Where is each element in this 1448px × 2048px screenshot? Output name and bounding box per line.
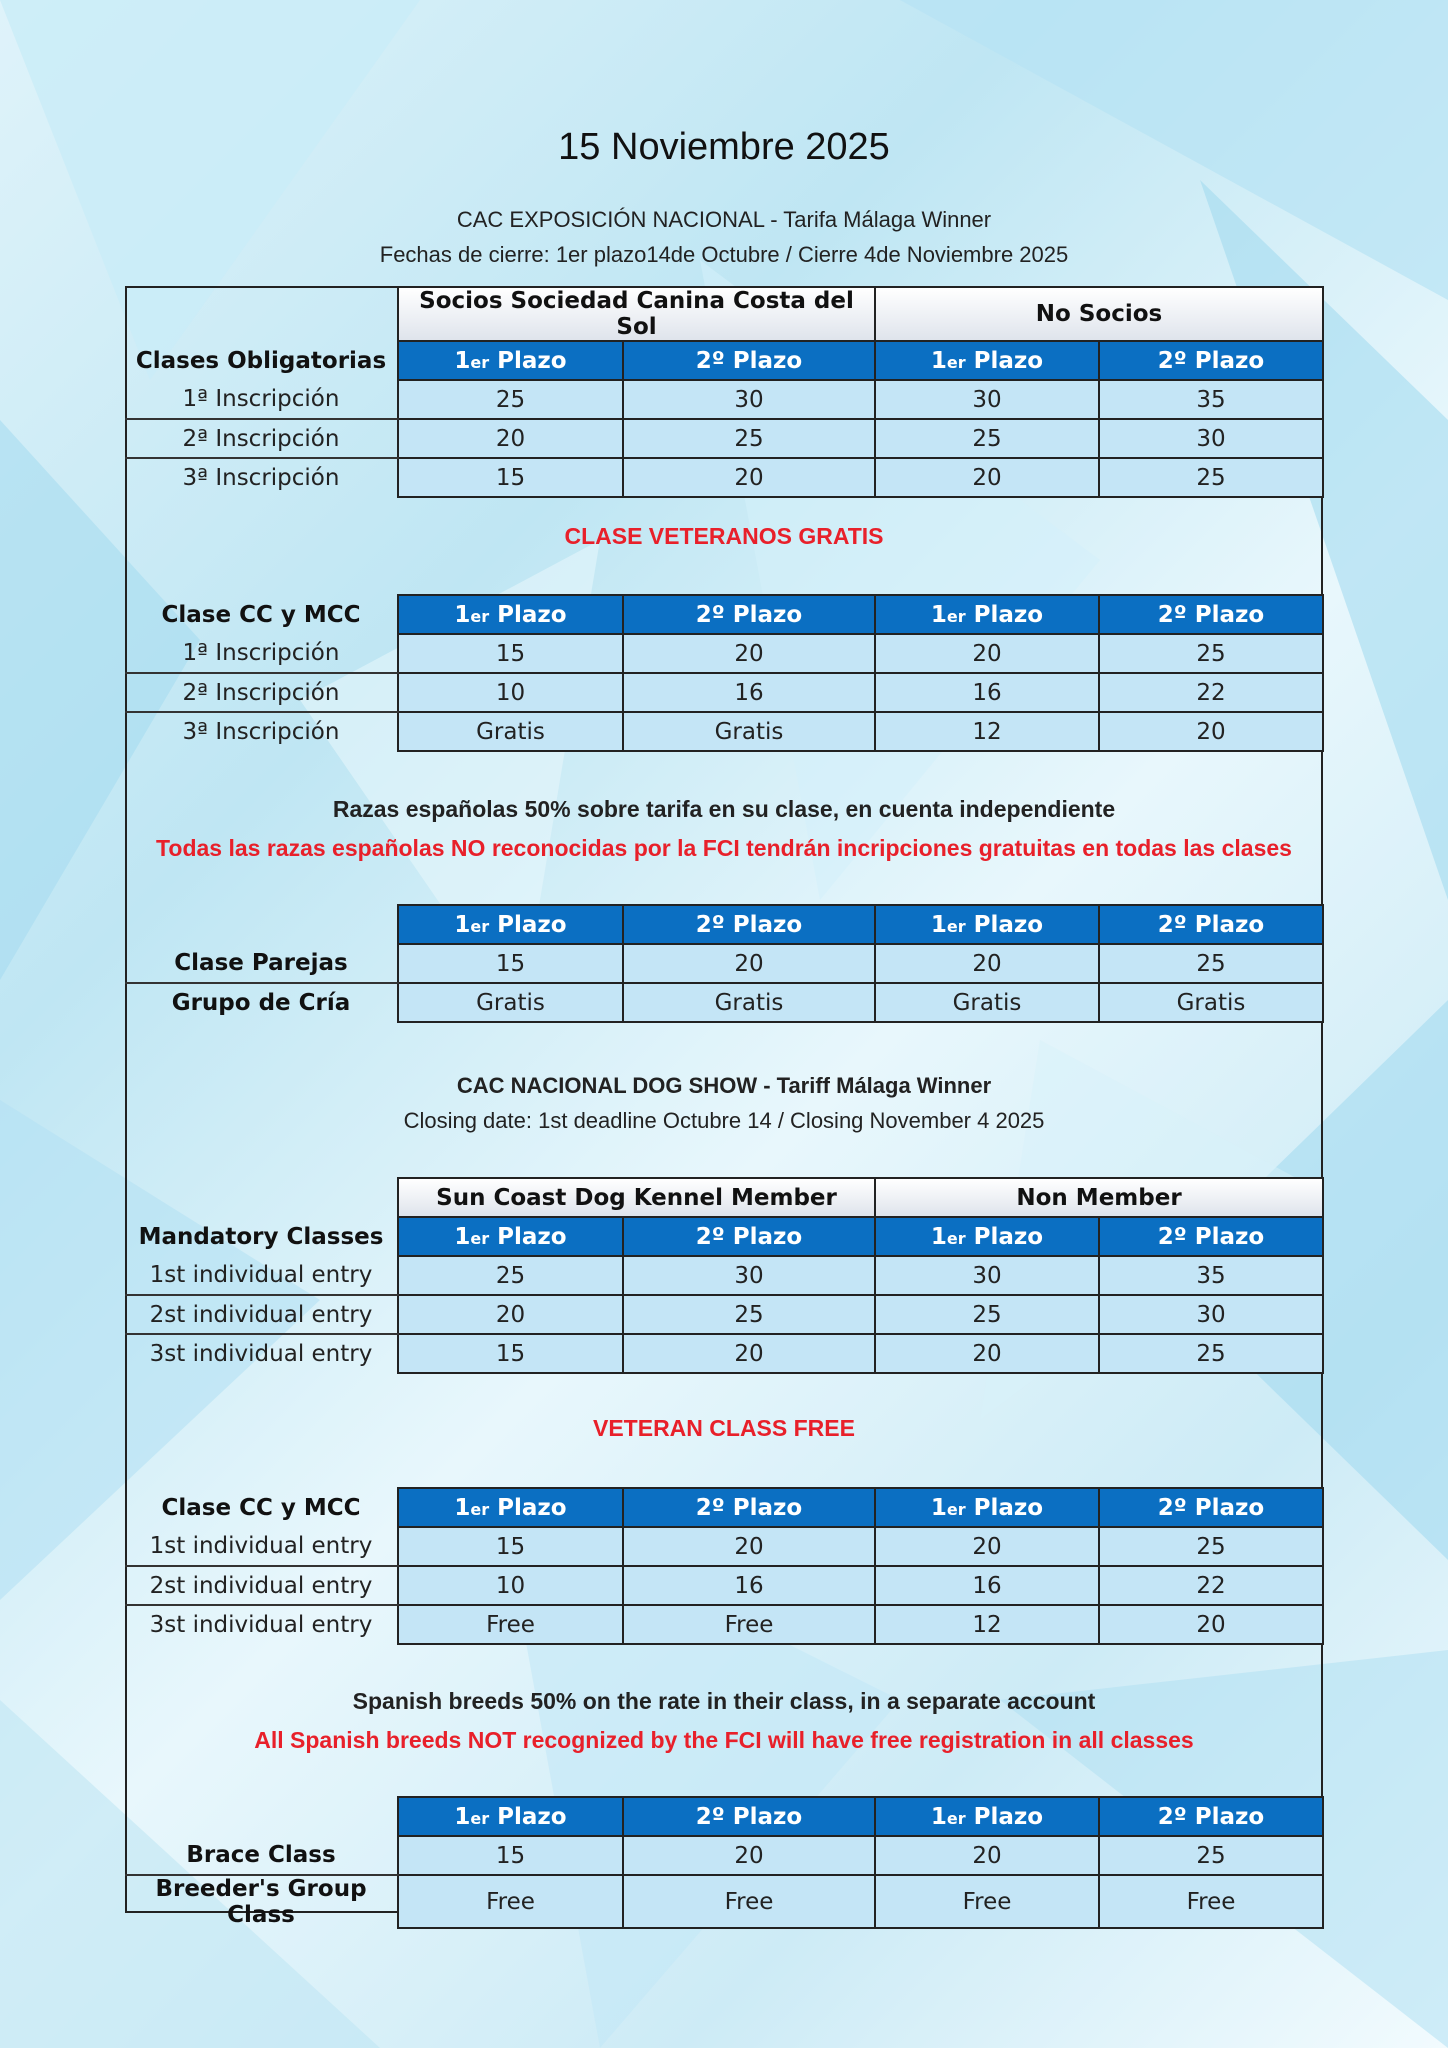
section-label: Clases Obligatorias	[135, 347, 387, 374]
table-row	[125, 944, 1323, 983]
price-cell: Free	[398, 1605, 623, 1644]
row-label: 3st individual entry	[149, 1341, 373, 1367]
english-closing-dates: Closing date: 1st deadline Octubre 14 / Closing November 4 2025	[403, 1108, 1045, 1133]
period-2-header: 2º Plazo	[623, 1488, 875, 1527]
table-row	[125, 712, 1323, 751]
period-2-header: 2º Plazo	[623, 1217, 875, 1256]
price-cell: 30	[875, 380, 1099, 419]
row-label: Grupo de Cría	[171, 990, 351, 1016]
spanish-breeds-note: Razas españolas 50% sobre tarifa en su clase, en cuenta independiente	[332, 796, 1116, 822]
spanish-pairs-table	[125, 904, 1324, 1023]
spanish-closing-dates: Fechas de cierre: 1er plazo14de Octubre / Cierre 4de Noviembre 2025	[379, 242, 1069, 267]
price-cell: 15	[398, 944, 623, 983]
row-label: 1st individual entry	[125, 1256, 398, 1295]
price-cell: 16	[623, 1566, 875, 1605]
price-cell: 30	[1099, 1295, 1323, 1334]
period-1-header: 1er Plazo	[875, 595, 1099, 634]
row-label: Clase Parejas	[125, 944, 398, 983]
price-cell: 35	[1099, 380, 1323, 419]
price-cell: 20	[1099, 1605, 1323, 1644]
price-cell: 20	[623, 458, 875, 497]
price-cell: 30	[1099, 419, 1323, 458]
price-cell: Gratis	[875, 983, 1099, 1022]
price-cell: 22	[1099, 1566, 1323, 1605]
section-label: Clase CC y MCC	[161, 1494, 361, 1521]
table-row	[125, 1256, 1323, 1295]
fci-note-en: All Spanish breeds NOT recognized by the FCI will have free registration in all classes	[254, 1727, 1194, 1753]
table-row	[125, 458, 1323, 497]
price-cell: 25	[1099, 944, 1323, 983]
period-2-header: 2º Plazo	[623, 1797, 875, 1836]
row-label: 2st individual entry	[125, 1295, 398, 1334]
period-1-header: 1er Plazo	[875, 1797, 1099, 1836]
price-cell: 20	[623, 1836, 875, 1875]
price-cell: 10	[398, 673, 623, 712]
table-row	[125, 380, 1323, 419]
price-cell: 20	[623, 1527, 875, 1566]
price-cell: 12	[875, 1605, 1099, 1644]
veterans-note: CLASE VETERANOS GRATIS	[564, 523, 884, 549]
price-cell: 20	[875, 1334, 1099, 1373]
price-cell: 15	[398, 458, 623, 497]
price-cell: 25	[875, 1295, 1099, 1334]
section-label: Clase CC y MCC	[161, 601, 361, 628]
price-cell: 20	[623, 634, 875, 673]
row-label: 3st individual entry	[149, 1612, 373, 1638]
members-group-header: Socios Sociedad Canina Costa del Sol	[398, 287, 875, 341]
price-cell: 16	[875, 1566, 1099, 1605]
price-cell: Gratis	[398, 712, 623, 751]
fci-note: Todas las razas españolas NO reconocidas por la FCI tendrán incripciones gratuitas en todas las clases	[156, 835, 1292, 861]
price-cell: 25	[398, 380, 623, 419]
period-1-header: 1er Plazo	[398, 1488, 623, 1527]
price-cell: 20	[875, 944, 1099, 983]
period-1-header: 1er Plazo	[875, 1488, 1099, 1527]
section-label: Mandatory Classes	[138, 1223, 384, 1250]
period-2-header: 2º Plazo	[623, 341, 875, 380]
row-label: 2ª Inscripción	[125, 673, 398, 712]
table-row	[125, 419, 1323, 458]
period-2-header: 2º Plazo	[623, 595, 875, 634]
price-cell: Free	[398, 1875, 623, 1928]
non-members-group-header: Non Member	[875, 1178, 1323, 1217]
row-label: 1ª Inscripción	[125, 380, 398, 419]
english-brace-table	[125, 1796, 1324, 1929]
members-group-header: Sun Coast Dog Kennel Member	[398, 1178, 875, 1217]
price-cell: Free	[1099, 1875, 1323, 1928]
spanish-mandatory-table	[125, 286, 1324, 498]
price-cell: 15	[398, 1527, 623, 1566]
period-2-header: 2º Plazo	[1099, 1488, 1323, 1527]
period-2-header: 2º Plazo	[1099, 341, 1323, 380]
period-1-header: 1er Plazo	[398, 1217, 623, 1256]
price-cell: 30	[623, 1256, 875, 1295]
price-cell: 25	[1099, 1334, 1323, 1373]
period-1-header: 1er Plazo	[398, 905, 623, 944]
row-label: 1st individual entry	[125, 1527, 398, 1566]
price-cell: 25	[623, 419, 875, 458]
period-1-header: 1er Plazo	[398, 595, 623, 634]
page-title: 15 Noviembre 2025	[558, 126, 890, 168]
price-cell: 25	[1099, 1527, 1323, 1566]
table-row	[125, 1605, 1323, 1644]
spanish-cc-table	[125, 594, 1324, 752]
price-cell: Gratis	[398, 983, 623, 1022]
table-row	[125, 1875, 1323, 1928]
period-2-header: 2º Plazo	[1099, 1797, 1323, 1836]
period-1-header: 1er Plazo	[398, 341, 623, 380]
price-cell: Free	[623, 1605, 875, 1644]
price-cell: 20	[875, 1527, 1099, 1566]
price-cell: 22	[1099, 673, 1323, 712]
row-label: 1ª Inscripción	[125, 634, 398, 673]
period-1-header: 1er Plazo	[398, 1797, 623, 1836]
price-cell: Free	[875, 1875, 1099, 1928]
price-cell: 15	[398, 634, 623, 673]
price-cell: 25	[1099, 1836, 1323, 1875]
price-cell: 25	[1099, 458, 1323, 497]
price-cell: 15	[398, 1836, 623, 1875]
table-row	[125, 1836, 1323, 1875]
price-cell: 20	[1099, 712, 1323, 751]
spanish-heading: CAC EXPOSICIÓN NACIONAL - Tarifa Málaga Winner	[456, 207, 992, 232]
table-row	[125, 1295, 1323, 1334]
price-cell: 12	[875, 712, 1099, 751]
price-cell: Gratis	[623, 712, 875, 751]
table-row	[125, 1566, 1323, 1605]
price-cell: 30	[623, 380, 875, 419]
row-label: 2ª Inscripción	[125, 419, 398, 458]
row-label: 3ª Inscripción	[182, 719, 340, 745]
table-row	[125, 1527, 1323, 1566]
price-cell: Gratis	[1099, 983, 1323, 1022]
spanish-breeds-note-en: Spanish breeds 50% on the rate in their class, in a separate account	[352, 1688, 1096, 1714]
period-2-header: 2º Plazo	[1099, 905, 1323, 944]
price-cell: 20	[875, 634, 1099, 673]
table-row	[125, 1334, 1323, 1373]
price-cell: 25	[398, 1256, 623, 1295]
price-cell: 15	[398, 1334, 623, 1373]
period-1-header: 1er Plazo	[875, 1217, 1099, 1256]
price-cell: 25	[875, 419, 1099, 458]
price-cell: 20	[875, 458, 1099, 497]
period-1-header: 1er Plazo	[875, 905, 1099, 944]
price-cell: 30	[875, 1256, 1099, 1295]
price-cell: 25	[623, 1295, 875, 1334]
english-mandatory-table	[125, 1177, 1324, 1374]
price-cell: 20	[623, 1334, 875, 1373]
period-2-header: 2º Plazo	[623, 905, 875, 944]
row-label: 3ª Inscripción	[182, 465, 340, 491]
veteran-class-note: VETERAN CLASS FREE	[593, 1415, 855, 1441]
period-1-header: 1er Plazo	[875, 341, 1099, 380]
price-cell: 35	[1099, 1256, 1323, 1295]
price-cell: 20	[398, 419, 623, 458]
price-cell: 16	[623, 673, 875, 712]
row-label: 2st individual entry	[125, 1566, 398, 1605]
price-cell: 10	[398, 1566, 623, 1605]
english-cc-table	[125, 1487, 1324, 1645]
price-cell: 20	[875, 1836, 1099, 1875]
price-cell: 20	[623, 944, 875, 983]
table-row	[125, 634, 1323, 673]
price-cell: Gratis	[623, 983, 875, 1022]
english-heading: CAC NACIONAL DOG SHOW - Tariff Málaga Winner	[456, 1073, 992, 1098]
row-label: Brace Class	[125, 1836, 398, 1875]
table-row	[125, 673, 1323, 712]
price-cell: 25	[1099, 634, 1323, 673]
period-2-header: 2º Plazo	[1099, 595, 1323, 634]
table-row	[125, 983, 1323, 1022]
row-label: Breeder's Group Class	[155, 1876, 367, 1928]
price-cell: Free	[623, 1875, 875, 1928]
price-cell: 20	[398, 1295, 623, 1334]
period-2-header: 2º Plazo	[1099, 1217, 1323, 1256]
non-members-group-header: No Socios	[875, 287, 1323, 341]
price-cell: 16	[875, 673, 1099, 712]
